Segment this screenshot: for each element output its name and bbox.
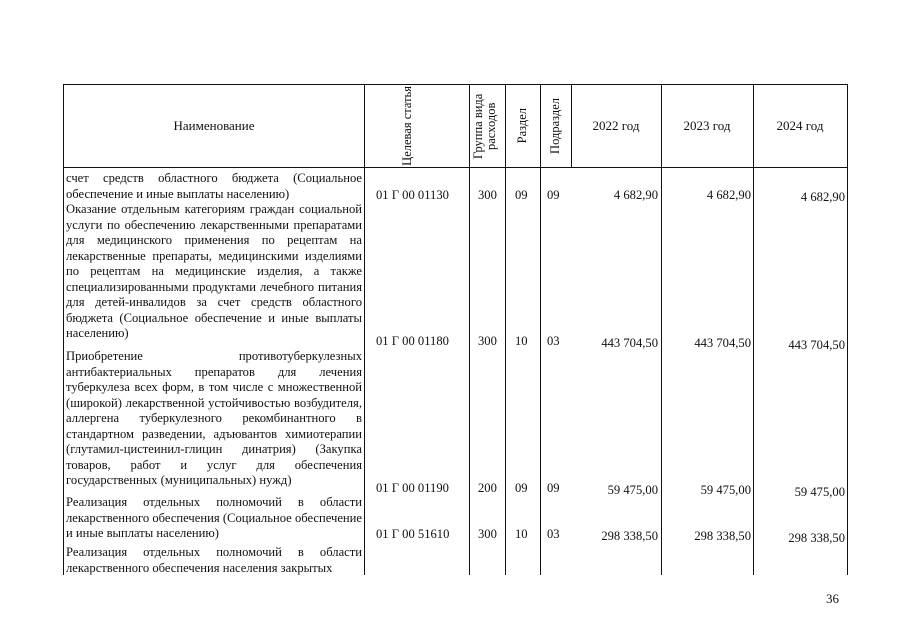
- row-name: Реализация отдельных полномочий в области лекарственного обеспечения (Социальное обеспечение и иные выплаты населению): [66, 495, 362, 540]
- row-code: 01 Г 00 01190: [376, 481, 449, 495]
- row-value-2023: 59 475,00: [700, 483, 751, 497]
- header-2024-text: 2024 год: [776, 118, 824, 133]
- row-value-2023: 4 682,90: [706, 188, 751, 202]
- header-subsection: [540, 85, 571, 167]
- row-section: 10: [515, 527, 528, 541]
- row-group: 300: [478, 188, 497, 202]
- row-section: 10: [515, 334, 528, 348]
- budget-table: [63, 84, 848, 575]
- row-group: 300: [478, 334, 497, 348]
- header-subsection-text: Подраздел: [548, 98, 562, 154]
- row-value-2022: 443 704,50: [601, 336, 658, 350]
- header-section: [505, 85, 540, 167]
- row-group: 300: [478, 527, 497, 541]
- row-subsection: 03: [547, 334, 560, 348]
- row-subsection: 09: [547, 481, 560, 495]
- row-value-2024: 4 682,90: [800, 190, 845, 204]
- header-name: [64, 85, 364, 167]
- row-value-2022: 59 475,00: [607, 483, 658, 497]
- header-divider: [64, 167, 847, 168]
- page-number: 36: [826, 591, 839, 606]
- row-code: 01 Г 00 01130: [376, 188, 449, 202]
- row-section: 09: [515, 188, 528, 202]
- row-code: 01 Г 00 51610: [376, 527, 450, 541]
- row-subsection: 03: [547, 527, 560, 541]
- row-name: Приобретение противотуберкулезных антибактериальных препаратов для лечения туберкулеза всех форм, в том числе с множественной (широкой) лекарственной устойчивостью возбудителя, аллергена туберкулезного рекомбинантного в стандартном разведении, адъювантов химиотерапии (глутамил-цистеинил-глицин динатрия) (Закупка товаров, работ и услуг для обеспечения государственных (муниципальных) нужд): [66, 349, 362, 487]
- row-subsection: 09: [547, 188, 560, 202]
- row-name: Реализация отдельных полномочий в области лекарственного обеспечения населения закрытых: [66, 545, 362, 575]
- row-section: 09: [515, 481, 528, 495]
- header-expense-group-text: Группа вида расходов: [471, 93, 498, 159]
- header-target-article: [364, 85, 469, 167]
- header-section-text: Раздел: [515, 108, 529, 144]
- row-name: Оказание отдельным категориям граждан социальной услуги по обеспечению лекарственными препаратами для медицинского применения по рецептам на лекарственные препараты, медицинскими изделиями по рецептам на медицинские изделия, а также специализированными продуктами лечебного питания для детей-инвалидов за счет средств областного бюджета (Социальное обеспечение и иные выплаты населению): [66, 202, 362, 340]
- row-value-2022: 4 682,90: [613, 188, 658, 202]
- row-name: счет средств областного бюджета (Социальное обеспечение и иные выплаты населению): [66, 171, 362, 201]
- row-value-2024: 298 338,50: [788, 531, 845, 545]
- header-name-text: Наименование: [173, 118, 255, 133]
- row-code: 01 Г 00 01180: [376, 334, 449, 348]
- row-value-2022: 298 338,50: [601, 529, 658, 543]
- header-2023-text: 2023 год: [683, 118, 731, 133]
- header-2022-text: 2022 год: [592, 118, 640, 133]
- row-value-2023: 298 338,50: [694, 529, 751, 543]
- header-2024: [753, 85, 847, 167]
- row-group: 200: [478, 481, 497, 495]
- header-expense-group: [469, 85, 505, 167]
- header-target-article-text: Целевая статья: [399, 86, 414, 166]
- row-value-2023: 443 704,50: [694, 336, 751, 350]
- row-value-2024: 443 704,50: [788, 338, 845, 352]
- header-2023: [661, 85, 753, 167]
- header-2022: [571, 85, 661, 167]
- row-value-2024: 59 475,00: [794, 485, 845, 499]
